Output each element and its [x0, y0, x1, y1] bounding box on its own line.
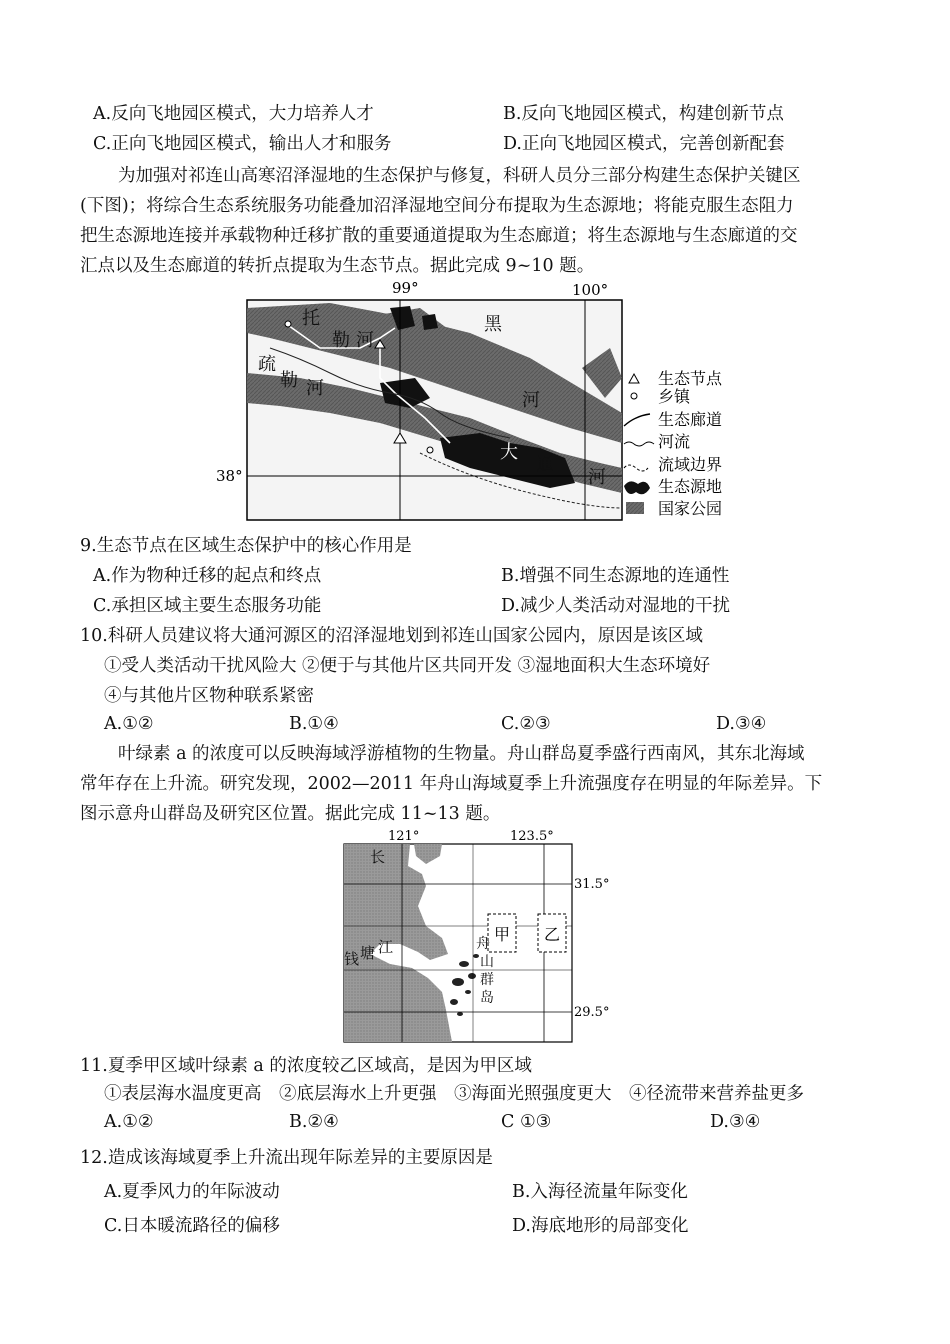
q11-option-d: D.③④ [710, 1112, 761, 1132]
q9-option-a: A.作为物种迁移的起点和终点 [93, 566, 322, 586]
legend-label: 生态节点 [658, 369, 723, 388]
q8-option-c: C.正向飞地园区模式，输出人才和服务 [93, 134, 392, 154]
map2-islands-label: 山 [480, 954, 494, 970]
legend-source-icon [624, 481, 650, 494]
town-2 [427, 447, 433, 453]
map1-lat: 38° [216, 467, 243, 485]
q10-items-1: ①受人类活动干扰风险大 ②便于与其他片区共同开发 ③湿地面积大生态环境好 [104, 656, 711, 676]
legend-label: 国家公园 [658, 499, 723, 518]
legend-node-icon [629, 374, 639, 383]
q9-option-b: B.增强不同生态源地的连通性 [501, 566, 730, 586]
map2-lat-bottom: 29.5° [574, 1005, 610, 1020]
passage1-line-4: 汇点以及生态廊道的转折点提取为生态节点。据此完成 9~10 题。 [80, 256, 595, 276]
map2-river-label: 江 [378, 938, 394, 956]
zhoushan-map [330, 826, 630, 1050]
map1-place-label: 托 [302, 308, 320, 329]
passage2-line-3: 图示意舟山群岛及研究区位置。据此完成 11~13 题。 [80, 804, 501, 824]
q11-option-a: A.①② [104, 1112, 154, 1132]
passage1-line-2: (下图)；将综合生态系统服务功能叠加沼泽湿地空间分布提取为生态源地；将能克服生态阻力 [80, 196, 794, 216]
legend-label: 乡镇 [658, 387, 691, 406]
q11-option-c: C ①③ [501, 1112, 552, 1132]
passage2-line-2: 常年存在上升流。研究发现，2002—2011 年舟山海域夏季上升流强度存在明显的年际差异。下 [80, 774, 823, 794]
map2-lat-top: 31.5° [574, 877, 610, 892]
legend-label: 流域边界 [658, 455, 723, 474]
legend-river-icon [624, 442, 654, 446]
map2-river-label: 塘 [360, 944, 376, 962]
map1-lon-left: 99° [392, 279, 419, 297]
q12-option-a: A.夏季风力的年际波动 [104, 1182, 280, 1202]
map1-place-label: 河 [588, 467, 606, 488]
legend-label: 河流 [658, 432, 691, 451]
map1-place-label: 黑 [484, 314, 502, 335]
map2-river-label: 长 [370, 848, 386, 866]
map1-place-label: 勒 [280, 370, 298, 391]
map2-islands-label: 舟 [476, 936, 490, 952]
q8-option-d: D.正向飞地园区模式，完善创新配套 [503, 134, 785, 154]
map1-lon-right: 100° [572, 281, 609, 299]
q8-option-b: B.反向飞地园区模式，构建创新节点 [503, 104, 784, 124]
q11-option-b: B.②④ [289, 1112, 339, 1132]
legend-boundary-icon [624, 465, 648, 471]
q9-option-d: D.减少人类活动对湿地的干扰 [501, 596, 730, 616]
q12-option-b: B.入海径流量年际变化 [512, 1182, 688, 1202]
q9-stem: 9.生态节点在区域生态保护中的核心作用是 [80, 536, 412, 556]
passage2-line-1: 叶绿素 a 的浓度可以反映海域浮游植物的生物量。舟山群岛夏季盛行西南风，其东北海域 [118, 744, 805, 764]
map2-lon-left: 121° [388, 829, 420, 844]
zone-jia-label: 甲 [494, 925, 511, 944]
passage1-line-1: 为加强对祁连山高寒沼泽湿地的生态保护与修复，科研人员分三部分构建生态保护关键区 [118, 166, 801, 186]
q10-option-d: D.③④ [716, 714, 767, 734]
passage1-line-3: 把生态源地连接并承载物种迁移扩散的重要通道提取为生态廊道；将生态源地与生态廊道的交 [80, 226, 798, 246]
q9-option-c: C.承担区域主要生态服务功能 [93, 596, 322, 616]
q10-option-a: A.①② [104, 714, 154, 734]
qilian-wetland-map [210, 278, 750, 526]
legend-park-icon [626, 502, 644, 514]
q8-option-a: A.反向飞地园区模式，大力培养人才 [93, 104, 374, 124]
legend-label: 生态源地 [658, 477, 723, 496]
map2-islands-label: 岛 [480, 990, 494, 1006]
q11-stem: 11.夏季甲区域叶绿素 a 的浓度较乙区域高，是因为甲区域 [80, 1056, 532, 1076]
q10-stem: 10.科研人员建议将大通河源区的沼泽湿地划到祁连山国家公园内，原因是该区域 [80, 626, 703, 646]
map2-lon-right: 123.5° [510, 829, 554, 844]
q12-option-c: C.日本暖流路径的偏移 [104, 1216, 280, 1236]
map1-place-label: 勒 [332, 330, 350, 351]
map1-place-label: 疏 [258, 354, 276, 375]
map1-legend [624, 369, 723, 518]
q12-stem: 12.造成该海域夏季上升流出现年际差异的主要原因是 [80, 1148, 493, 1168]
legend-label: 生态廊道 [658, 410, 723, 429]
q10-option-b: B.①④ [289, 714, 339, 734]
map1-place-label: 大 [500, 442, 518, 463]
legend-town-icon [631, 393, 637, 399]
q10-option-c: C.②③ [501, 714, 551, 734]
town-1 [285, 321, 291, 327]
map2-islands-label: 群 [480, 972, 494, 988]
zone-yi-label: 乙 [544, 925, 561, 944]
map1-place-label: 河 [356, 330, 374, 351]
map2-river-label: 钱 [344, 950, 360, 968]
q10-items-2: ④与其他片区物种联系紧密 [104, 686, 314, 706]
map1-place-label: 通 [536, 454, 554, 475]
q11-items: ①表层海水温度更高 ②底层海水上升更强 ③海面光照强度更大 ④径流带来营养盐更多 [104, 1084, 804, 1104]
map1-place-label: 河 [306, 378, 324, 399]
map1-place-label: 河 [522, 390, 540, 411]
legend-corridor-icon [624, 414, 650, 426]
q12-option-d: D.海底地形的局部变化 [512, 1216, 689, 1236]
